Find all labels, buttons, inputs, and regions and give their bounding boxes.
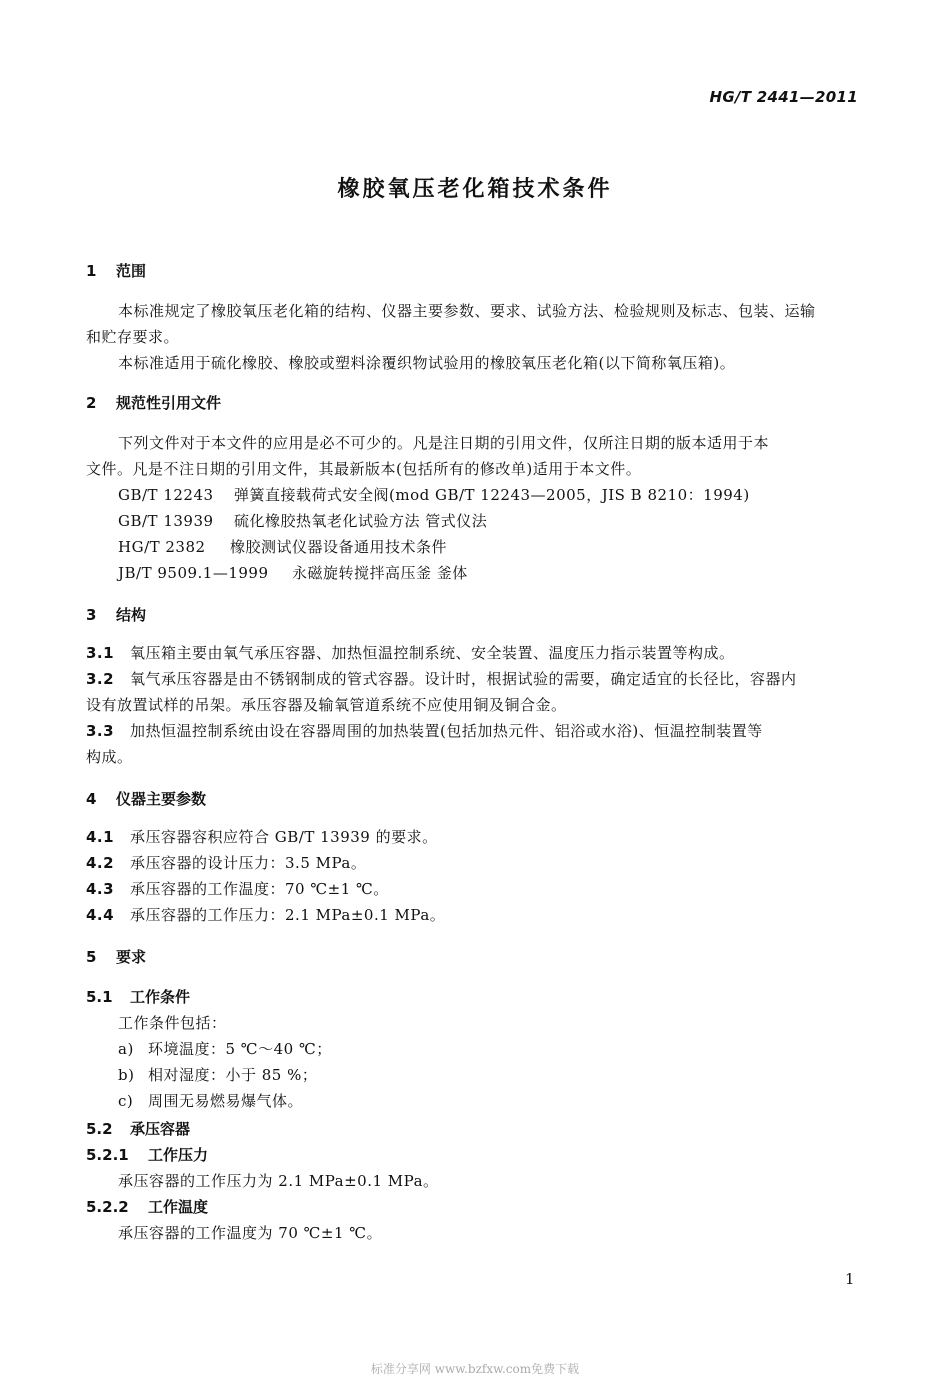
paragraph-line: 下列文件对于本文件的应用是必不可少的。凡是注日期的引用文件，仅所注日期的版本适用于本 (118, 434, 770, 452)
subsection-title: 工作压力 (148, 1146, 209, 1164)
section-number: 1 (86, 262, 97, 280)
section-heading-2 (86, 392, 221, 413)
reference-item (118, 484, 750, 505)
watermark: 标准分享网 www.bzfxw.com免费下载 (370, 1362, 580, 1376)
section-title: 范围 (116, 262, 147, 280)
paragraph-line: 承压容器的工作温度为 70 ℃±1 ℃。 (118, 1224, 383, 1242)
reference-code: GB/T 13939 (118, 512, 214, 530)
clause-3-3 (86, 720, 763, 741)
reference-title: 硫化橡胶热氧老化试验方法 管式仪法 (234, 512, 488, 530)
subsection-heading-5-2-1 (86, 1144, 208, 1165)
subsection-heading-5-2 (86, 1118, 190, 1139)
list-item (118, 1038, 332, 1059)
clause-3-2 (86, 668, 797, 689)
paragraph-line: 和贮存要求。 (86, 328, 180, 346)
list-text: 相对湿度：小于 85 %； (148, 1066, 318, 1084)
clause-number: 4.4 (86, 906, 115, 924)
section-heading-3 (86, 604, 146, 625)
clause-number: 3.2 (86, 670, 115, 688)
reference-title: 橡胶测试仪器设备通用技术条件 (230, 538, 448, 556)
paragraph-line: 文件。凡是不注日期的引用文件，其最新版本(包括所有的修改单)适用于本文件。 (86, 460, 642, 478)
subsection-number: 5.1 (86, 988, 113, 1006)
reference-title: 弹簧直接载荷式安全阀(mod GB/T 12243—2005，JIS B 8210：1994) (234, 486, 750, 504)
section-number: 5 (86, 948, 97, 966)
clause-number: 4.2 (86, 854, 115, 872)
list-marker: c) (118, 1092, 134, 1110)
clause-text: 氧气承压容器是由不锈钢制成的管式容器。设计时，根据试验的需要，确定适宜的长径比，容器内 (130, 670, 797, 688)
subsection-number: 5.2.1 (86, 1146, 129, 1164)
paragraph-line: 工作条件包括： (118, 1014, 227, 1032)
section-title: 仪器主要参数 (116, 790, 207, 808)
clause-4-4 (86, 904, 445, 925)
paragraph-line: 本标准规定了橡胶氧压老化箱的结构、仪器主要参数、要求、试验方法、检验规则及标志、包装、运输 (118, 302, 816, 320)
list-marker: b) (118, 1066, 135, 1084)
paragraph-line: 本标准适用于硫化橡胶、橡胶或塑料涂覆织物试验用的橡胶氧压老化箱(以下简称氧压箱)。 (118, 354, 736, 372)
reference-code: GB/T 12243 (118, 486, 214, 504)
list-text: 环境温度：5 ℃～40 ℃； (148, 1040, 332, 1058)
subsection-title: 工作条件 (130, 988, 191, 1006)
clause-text: 加热恒温控制系统由设在容器周围的加热装置(包括加热元件、铝浴或水浴)、恒温控制装置等 (130, 722, 763, 740)
clause-number: 3.1 (86, 644, 115, 662)
clause-number: 3.3 (86, 722, 115, 740)
clause-number: 4.1 (86, 828, 115, 846)
section-heading-1 (86, 260, 146, 281)
subsection-number: 5.2.2 (86, 1198, 129, 1216)
clause-4-3 (86, 878, 389, 899)
clause-4-1 (86, 826, 438, 847)
clause-text: 氧压箱主要由氧气承压容器、加热恒温控制系统、安全装置、温度压力指示装置等构成。 (130, 644, 735, 662)
subsection-heading-5-2-2 (86, 1196, 208, 1217)
paragraph-line: 设有放置试样的吊架。承压容器及输氧管道系统不应使用铜及铜合金。 (86, 696, 567, 714)
section-number: 3 (86, 606, 97, 624)
subsection-number: 5.2 (86, 1120, 113, 1138)
clause-text: 承压容器的工作温度：70 ℃±1 ℃。 (130, 880, 389, 898)
reference-title: 永磁旋转搅拌高压釜 釜体 (292, 564, 468, 582)
section-title: 规范性引用文件 (116, 394, 222, 412)
paragraph-line: 构成。 (86, 748, 133, 766)
reference-code: HG/T 2382 (118, 538, 206, 556)
clause-text: 承压容器的设计压力：3.5 MPa。 (130, 854, 367, 872)
reference-code: JB/T 9509.1—1999 (118, 564, 269, 582)
clause-text: 承压容器容积应符合 GB/T 13939 的要求。 (130, 828, 438, 846)
list-item (118, 1064, 317, 1085)
section-title: 结构 (116, 606, 147, 624)
reference-item (118, 562, 468, 583)
list-text: 周围无易燃易爆气体。 (148, 1092, 304, 1110)
reference-item (118, 510, 487, 531)
clause-text: 承压容器的工作压力：2.1 MPa±0.1 MPa。 (130, 906, 446, 924)
reference-item (118, 536, 447, 557)
section-number: 4 (86, 790, 97, 808)
subsection-title: 承压容器 (130, 1120, 191, 1138)
list-item (118, 1090, 303, 1111)
subsection-title: 工作温度 (148, 1198, 209, 1216)
clause-3-1 (86, 642, 735, 663)
paragraph-line: 承压容器的工作压力为 2.1 MPa±0.1 MPa。 (118, 1172, 439, 1190)
clause-number: 4.3 (86, 880, 115, 898)
standard-code: HG/T 2441—2011 (709, 88, 858, 106)
clause-4-2 (86, 852, 366, 873)
section-heading-4 (86, 788, 206, 809)
document-title: 橡胶氧压老化箱技术条件 (337, 177, 613, 202)
page-number: 1 (845, 1270, 855, 1288)
list-marker: a) (118, 1040, 134, 1058)
section-title: 要求 (116, 948, 147, 966)
section-number: 2 (86, 394, 97, 412)
section-heading-5 (86, 946, 146, 967)
subsection-heading-5-1 (86, 986, 190, 1007)
